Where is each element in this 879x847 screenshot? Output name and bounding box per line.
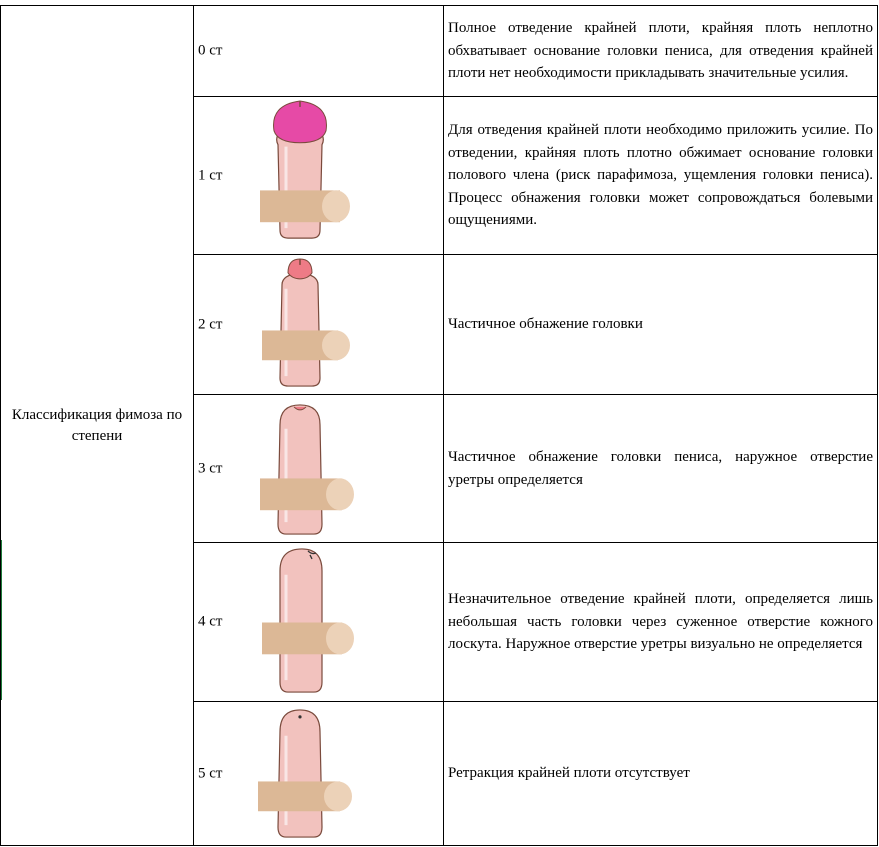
phimosis-grade-2-icon [252,255,362,394]
phimosis-grade-3-icon [252,395,362,542]
grade-cell [194,97,444,255]
grade-label: 2 ст [198,316,223,332]
table-row [1,6,878,97]
phimosis-grade-5-icon [252,702,362,845]
grade-description: Частичное обнажение головки [444,255,878,395]
grade-cell [194,255,444,395]
grade-label: 1 ст [198,167,223,183]
grade-cell [194,6,444,97]
grade-cell [194,543,444,702]
grade-description: Частичное обнажение головки пениса, наружное отверстие уретры определяется [444,395,878,543]
phimosis-grade-1-icon [252,97,362,254]
grade-label: 5 ст [198,765,223,781]
grade-label: 4 ст [198,613,223,630]
grade-description: Полное отведение крайней плоти, крайняя плоть неплотно обхватывает основание головки пениса, для отведения крайней плоти нет необходимости прикладывать значительные усилия. [444,6,878,97]
phimosis-classification-table [0,5,878,846]
grade-label: 3 ст [198,460,223,476]
grade-label: 0 ст [198,42,223,59]
grade-cell [194,702,444,846]
classification-label: Классификация фимоза по степени [1,6,194,846]
grade-description: Незначительное отведение крайней плоти, определяется лишь небольшая часть головки через суженное отверстие кожного лоскута. Наружное отверстие уретры визуально не определяется [444,543,878,702]
grade-description: Для отведения крайней плоти необходимо приложить усилие. По отведении, крайняя плоть плотно обжимает основание головки полового члена (риск парафимоза, ущемления головки пениса). Процесс обнажения головки может сопровождаться болевыми ощущениями. [444,97,878,255]
grade-description: Ретракция крайней плоти отсутствует [444,702,878,846]
phimosis-grade-4-icon [252,543,362,701]
grade-cell [194,395,444,543]
